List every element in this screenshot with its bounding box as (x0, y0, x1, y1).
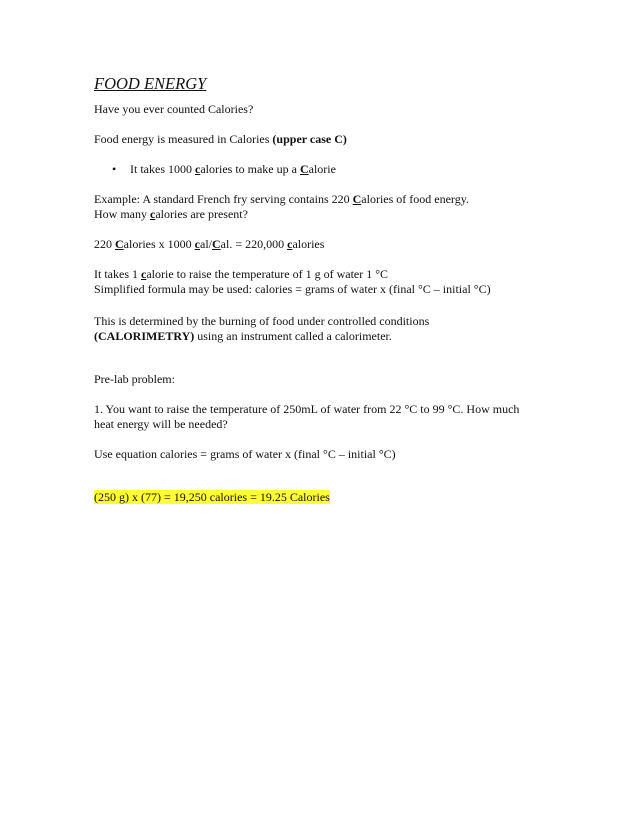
highlighted-answer: (250 g) x (77) = 19,250 calories = 19.25 Calories (94, 490, 330, 504)
measured-text: Food energy is measured in Calories (94, 132, 273, 146)
bullet-item (94, 162, 574, 177)
simplified-formula: Simplified formula may be used: calories = grams of water x (final °C – initial °C) (94, 282, 491, 296)
calculation-line (94, 237, 574, 252)
underline-c: c (287, 237, 293, 251)
calc-text: al/ (200, 237, 212, 251)
bullet-text: alories to make up a (200, 162, 300, 176)
example-line (94, 192, 574, 207)
use-equation: Use equation calories = grams of water x (final °C – initial °C) (94, 447, 396, 461)
problem-1-line-2: heat energy will be needed? (94, 417, 228, 431)
calc-text: 220 (94, 237, 115, 251)
example-question (94, 207, 574, 222)
document-page (94, 74, 574, 505)
underline-c: c (141, 267, 147, 281)
example-text: How many (94, 207, 150, 221)
underline-c: c (150, 207, 156, 221)
problem-1-line-1: 1. You want to raise the temperature of 250mL of water from 22 °C to 99 °C. How much (94, 402, 520, 416)
intro-question: Have you ever counted Calories? (94, 102, 254, 116)
calc-text: al. = 220,000 (220, 237, 288, 251)
example-text: Example: A standard French fry serving contains 220 (94, 192, 353, 206)
bullet-marker: • (112, 162, 117, 176)
definition-text: It takes 1 (94, 267, 141, 281)
calc-text: alories (292, 237, 325, 251)
measured-statement (94, 132, 574, 147)
determined-line-1: This is determined by the burning of food under controlled conditions (94, 314, 430, 328)
calorie-definition (94, 267, 574, 282)
underline-c: c (194, 237, 200, 251)
underline-c: c (195, 162, 201, 176)
bullet-text: alorie (308, 162, 336, 176)
underline-c: C (115, 237, 124, 251)
underline-c: C (212, 237, 221, 251)
determined-line-2 (94, 329, 574, 344)
definition-text: alorie to raise the temperature of 1 g of water 1 °C (146, 267, 389, 281)
underline-c: C (299, 162, 309, 176)
example-text: alories of food energy. (361, 192, 469, 206)
prelab-label: Pre-lab problem: (94, 372, 175, 386)
measured-bold: (upper case C) (272, 132, 347, 146)
determined-text: using an instrument called a calorimeter. (194, 329, 392, 343)
calc-text: alories x 1000 (123, 237, 195, 251)
example-text: alories are present? (155, 207, 248, 221)
underline-c: C (352, 192, 362, 206)
answer-line (94, 490, 574, 505)
bullet-text: It takes 1000 (130, 162, 195, 176)
page-title: FOOD ENERGY (94, 74, 207, 93)
calorimetry-term: (CALORIMETRY) (94, 329, 195, 343)
